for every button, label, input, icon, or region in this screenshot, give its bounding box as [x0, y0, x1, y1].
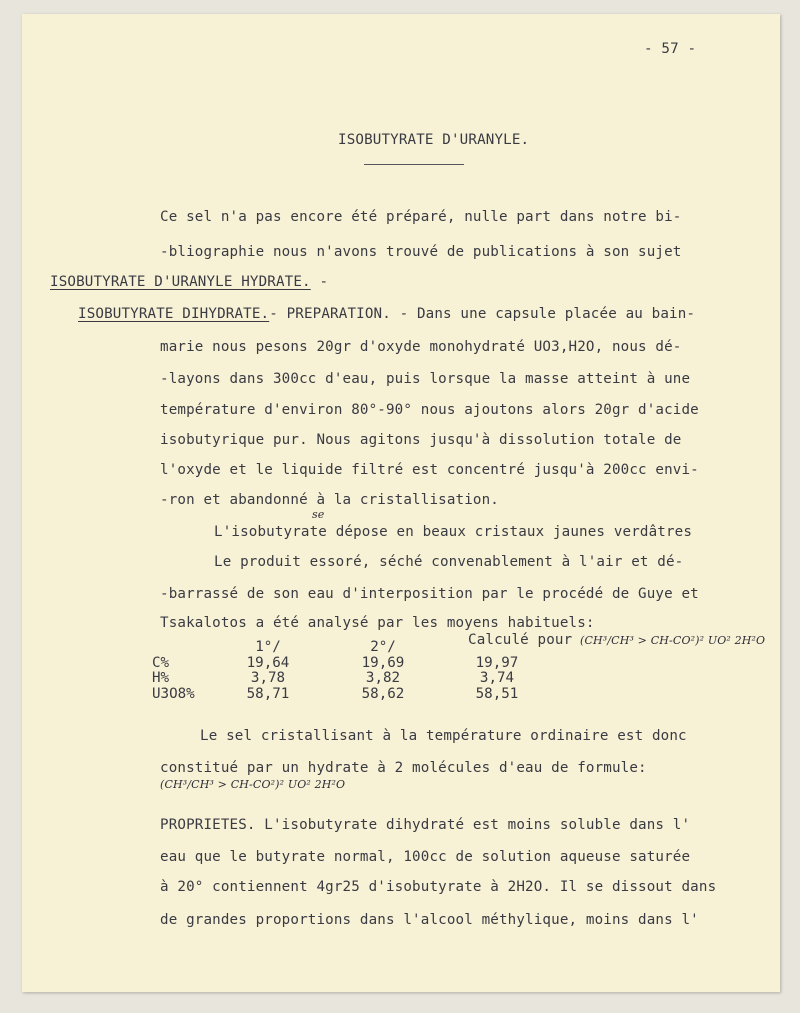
table-row	[152, 671, 552, 687]
handwritten-insert-se: se	[312, 508, 325, 521]
table-row	[152, 656, 552, 672]
page-title: ISOBUTYRATE D'URANYLE.	[338, 132, 530, 148]
table-cell: 19,69	[361, 654, 405, 671]
row-label: H%	[152, 670, 170, 686]
calculated-for-label: Calculé pour	[468, 632, 573, 648]
properties-line-2: eau que le butyrate normal, 100cc de solution aqueuse saturée	[160, 849, 691, 865]
table-cell: 58,62	[361, 685, 405, 702]
title-underline-rule	[364, 164, 464, 165]
crystals-line-1	[214, 524, 692, 540]
handwritten-formula-calc: (CH³/CH³ > CH-CO²)² UO² 2H²O	[580, 634, 766, 647]
table-header-row	[152, 640, 552, 656]
properties-line-1: PROPRIETES. L'isobutyrate dihydraté est moins soluble dans l'	[160, 817, 691, 833]
table-header-cell	[442, 640, 552, 656]
document-page	[22, 14, 780, 992]
dihydrate-line-2: marie nous pesons 20gr d'oxyde monohydraté UO3,H2O, nous dé-	[160, 339, 682, 355]
dihydrate-line-1-rest: - PREPARATION. - Dans une capsule placée au bain-	[269, 306, 696, 322]
table-header-cell	[152, 640, 212, 656]
table-row	[152, 687, 552, 703]
table-header-cell: 1°/	[255, 639, 281, 655]
crystals-line-4: Tsakalotos a été analysé par les moyens habituels:	[160, 615, 595, 631]
dihydrate-line-4: température d'environ 80°-90° nous ajoutons alors 20gr d'acide	[160, 402, 699, 418]
dihydrate-line-5: isobutyrique pur. Nous agitons jusqu'à dissolution totale de	[160, 432, 682, 448]
section-heading-hydrate	[50, 274, 328, 290]
crystals-line-1-after: dépose en beaux cristaux jaunes verdâtres	[335, 524, 693, 540]
crystals-line-3: -barrassé de son eau d'interposition par le procédé de Guye et	[160, 586, 699, 602]
intro-line-2: -bliographie nous n'avons trouvé de publications à son sujet	[160, 244, 682, 260]
heading-hydrate-text: ISOBUTYRATE D'URANYLE HYDRATE.	[50, 274, 311, 290]
analysis-table	[152, 640, 552, 702]
table-header-cell: 2°/	[370, 639, 396, 655]
crystals-line-2: Le produit essoré, séché convenablement à l'air et dé-	[214, 554, 684, 570]
dihydrate-line-1	[78, 306, 695, 322]
row-label: C%	[152, 654, 170, 671]
conclusion-line-2: constitué par un hydrate à 2 molécules d'eau de formule:	[160, 760, 647, 776]
conclusion-line-1: Le sel cristallisant à la température ordinaire est donc	[200, 728, 687, 744]
table-cell: 58,71	[246, 685, 290, 702]
crystals-line-1-before: L'isobutyrate	[214, 524, 336, 540]
page-number: - 57 -	[644, 41, 697, 57]
table-cell: 3,82	[365, 670, 401, 686]
table-cell: 19,64	[246, 654, 290, 671]
handwritten-formula-conclusion: (CH³/CH³ > CH-CO²)² UO² 2H²O	[160, 778, 346, 791]
intro-line-1: Ce sel n'a pas encore été préparé, nulle part dans notre bi-	[160, 209, 682, 225]
table-cell: 3,74	[479, 670, 515, 686]
table-cell: 58,51	[475, 685, 519, 702]
dihydrate-line-6: l'oxyde et le liquide filtré est concentré jusqu'à 200cc envi-	[160, 462, 699, 478]
properties-line-3: à 20° contiennent 4gr25 d'isobutyrate à 2H2O. Il se dissout dans	[160, 879, 717, 895]
heading-hydrate-dash: -	[310, 274, 329, 290]
dihydrate-heading: ISOBUTYRATE DIHYDRATE.	[78, 306, 270, 322]
table-cell: 19,97	[475, 654, 519, 671]
table-cell: 3,78	[250, 670, 286, 686]
properties-line-4: de grandes proportions dans l'alcool méthylique, moins dans l'	[160, 912, 699, 928]
dihydrate-line-3: -layons dans 300cc d'eau, puis lorsque la masse atteint à une	[160, 371, 691, 387]
row-label: U3O8%	[152, 685, 195, 702]
dihydrate-line-7: -ron et abandonné à la cristallisation.	[160, 492, 499, 508]
